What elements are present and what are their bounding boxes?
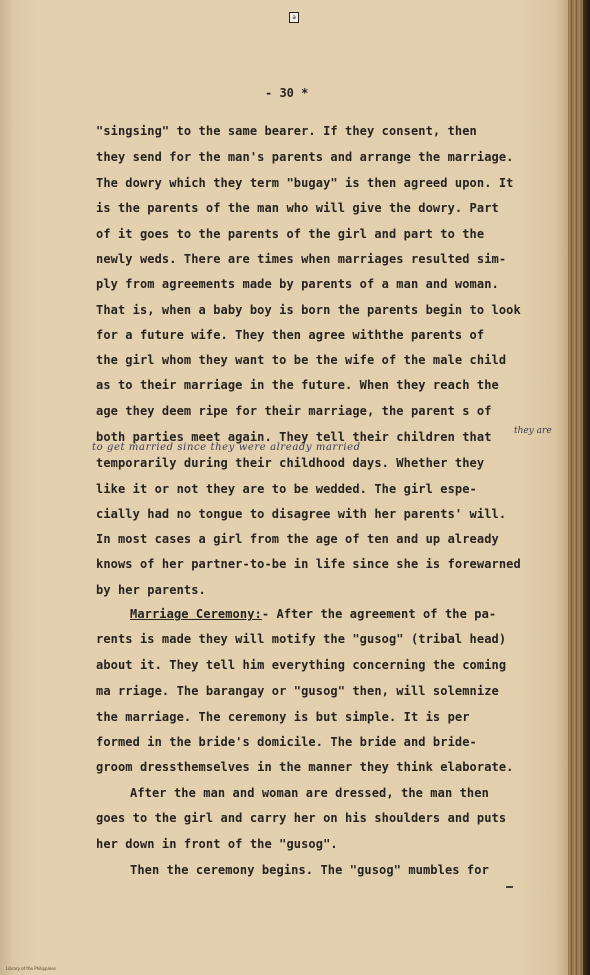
text-line: her down in front of the "gusog". <box>96 837 338 851</box>
section-heading: Marriage Ceremony: <box>130 607 262 621</box>
text-line: In most cases a girl from the age of ten and up already <box>96 532 499 546</box>
text-line: ply from agreements made by parents of a man and woman. <box>96 277 499 291</box>
page-number: - 30 * <box>265 86 309 100</box>
stray-mark <box>506 886 513 888</box>
text-line: newly weds. There are times when marriages resulted sim- <box>96 252 507 266</box>
text-line: is the parents of the man who will give the dowry. Part <box>96 201 499 215</box>
text-line: knows of her partner-to-be in life since she is forewarned <box>96 557 521 571</box>
text-line: as to their marriage in the future. When they reach the <box>96 378 499 392</box>
text-line: After the man and woman are dressed, the man then <box>130 786 489 800</box>
page-tab-mark: a <box>289 12 299 23</box>
text-line: by her parents. <box>96 583 206 597</box>
text-line: both parties meet again. They tell their children that <box>96 430 492 444</box>
section-first-line-rest: - After the agreement of the pa- <box>261 607 497 621</box>
text-line: groom dressthemselves in the manner they think elaborate. <box>96 760 514 774</box>
text-line: The dowry which they term "bugay" is then agreed upon. It <box>96 176 514 190</box>
handwritten-margin-note: they are <box>514 426 552 436</box>
text-line: goes to the girl and carry her on his shoulders and puts <box>96 811 507 825</box>
text-line: age they deem ripe for their marriage, the parent s of <box>96 404 492 418</box>
footer-credit: Library of the Philippines <box>6 966 56 971</box>
text-line: of it goes to the parents of the girl and part to the <box>96 227 485 241</box>
text-line: they send for the man's parents and arrange the marriage. <box>96 150 514 164</box>
text-line: rents is made they will motify the "gusog" (tribal head) <box>96 632 507 646</box>
text-line: about it. They tell him everything concerning the coming <box>96 658 507 672</box>
text-line: ma rriage. The barangay or "gusog" then, will solemnize <box>96 684 499 698</box>
text-line: the girl whom they want to be the wife of the male child <box>96 353 507 367</box>
text-line: temporarily during their childhood days. Whether they <box>96 456 485 470</box>
text-line: That is, when a baby boy is born the parents begin to look <box>96 303 521 317</box>
text-line: formed in the bride's domicile. The bride and bride- <box>96 735 477 749</box>
text-line: Then the ceremony begins. The "gusog" mumbles for <box>130 863 489 877</box>
book-spine-shadow <box>583 0 590 975</box>
section-first-line <box>130 607 496 621</box>
text-line: for a future wife. They then agree withthe parents of <box>96 328 485 342</box>
text-line: the marriage. The ceremony is but simple. It is per <box>96 710 470 724</box>
text-line: cially had no tongue to disagree with her parents' will. <box>96 507 507 521</box>
text-line: like it or not they are to be wedded. The girl espe- <box>96 482 477 496</box>
text-line: "singsing" to the same bearer. If they consent, then <box>96 124 477 138</box>
handwritten-insertion: to get married since they were already married <box>92 442 361 453</box>
